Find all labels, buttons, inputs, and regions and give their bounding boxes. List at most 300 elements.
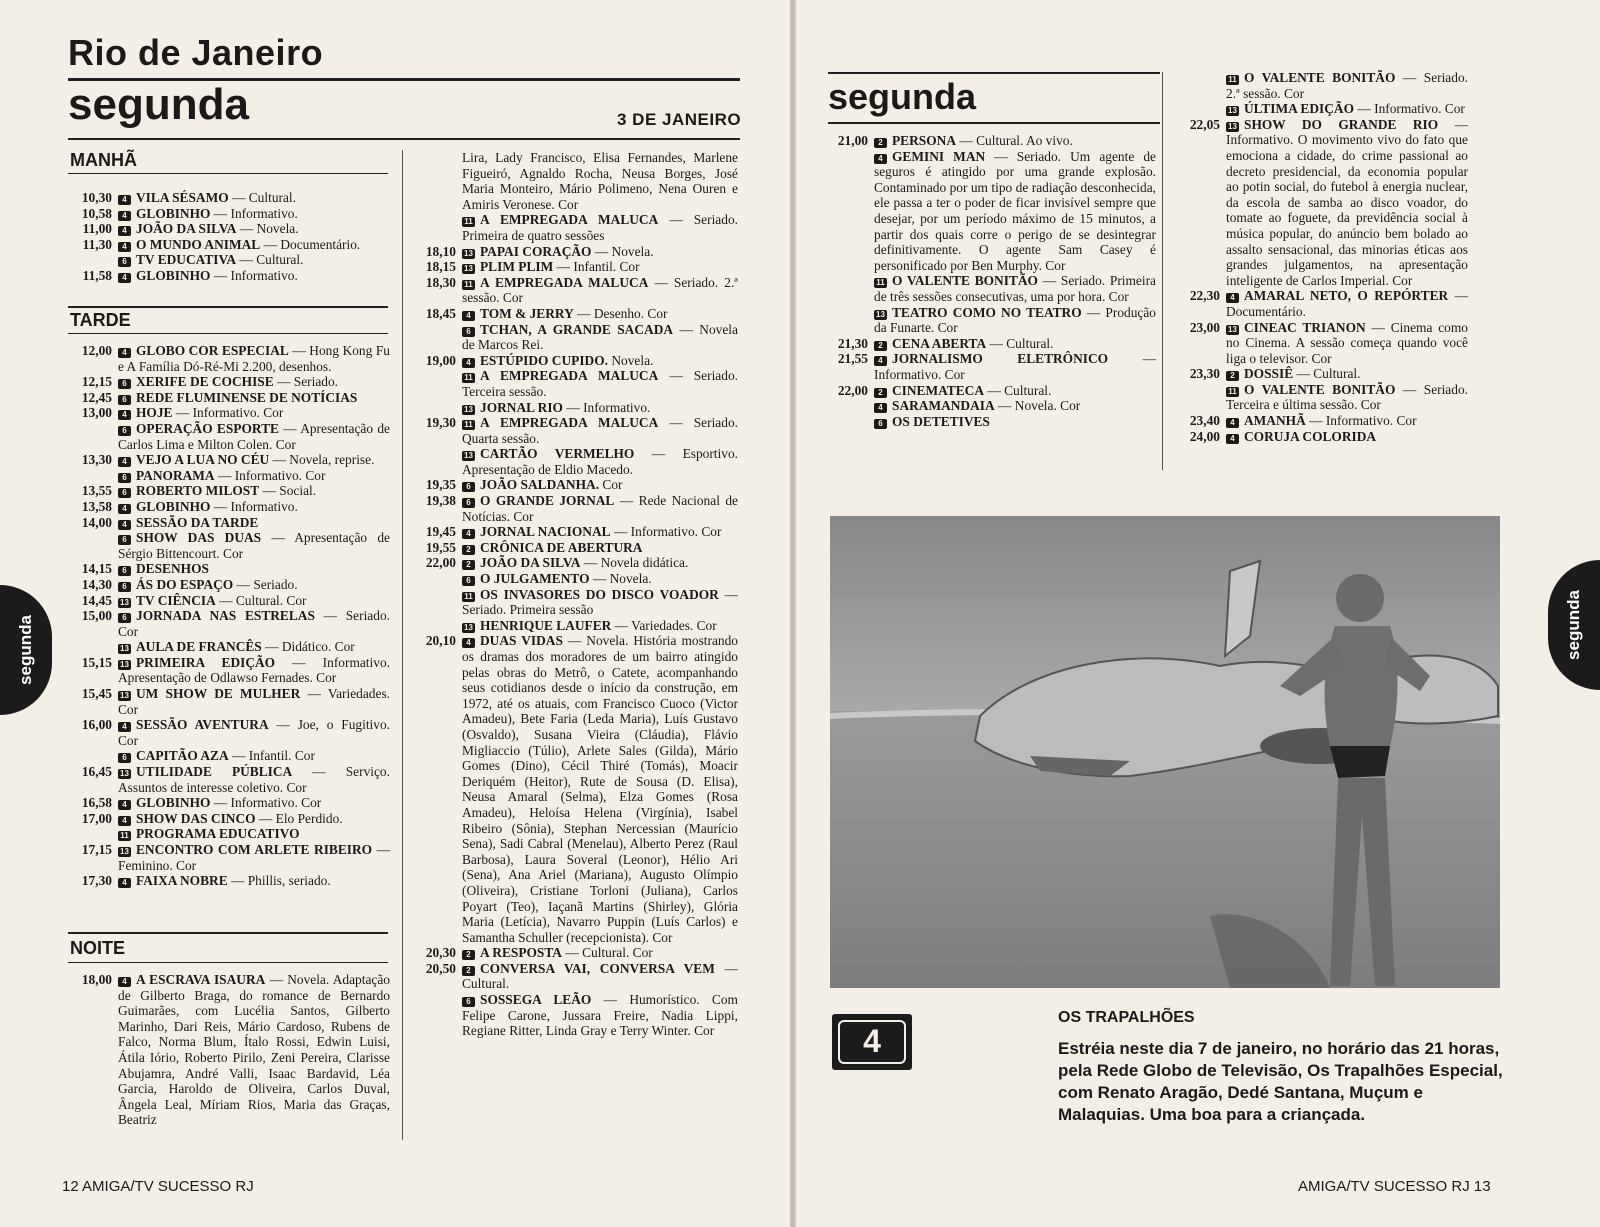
channel-icon: 13 [462,623,475,633]
program-title: TOM & JERRY [480,305,574,321]
listing-row [404,493,738,524]
program-details: — Cultural. [1296,366,1361,382]
listing-time: 19,00 [425,352,456,368]
channel-icon: 6 [118,395,131,405]
listing-time: 12,15 [81,374,112,390]
program-title: CENA ABERTA [892,335,987,351]
listing-time: 19,35 [425,477,456,493]
channel-icon: 13 [118,769,131,779]
program-title: GLOBINHO [136,498,211,514]
listing-time: 15,00 [81,608,112,624]
program-details: — Humorístico. Com Felipe Carone, Jussara Freire, Nadia Lippi, Regiane Ritter, Linda Gray e Terry Winter. Cor [462,992,738,1039]
program-title: SARAMANDAIA [892,398,995,414]
listing-row [404,275,738,306]
listing-row [816,305,1156,336]
day-tab-left: segunda [0,585,52,715]
channel-icon: 4 [1226,434,1239,444]
listing-time [404,587,462,618]
section-rule [68,333,388,334]
program-title: VEJO A LUA NO CÉU [136,452,270,468]
section-rule [68,932,388,934]
program-details: — Esportivo. Apresentação de Eldio Macedo. [462,446,738,477]
program-title: SHOW DAS DUAS [136,530,262,546]
listing-text [462,587,738,618]
channel-icon: 6 [462,327,475,337]
program-title: PAPAI CORAÇÃO [480,243,592,259]
listing-text [462,275,738,306]
channel-icon: 2 [1226,371,1239,381]
channel-icon: 2 [874,341,887,351]
listing-row [404,961,738,992]
listing-text [874,133,1156,149]
program-title: CRÔNICA DE ABERTURA [480,539,643,555]
listing-text [1226,117,1468,289]
listing-time: 17,15 [81,842,112,857]
program-details: — Novela. Cor [998,398,1081,414]
listing-time: 14,15 [81,561,112,577]
listing-time [60,468,118,484]
channel-icon: 4 [118,226,131,236]
listing-text [118,237,390,253]
listing-text [118,252,390,268]
channel-icon: 4 [462,311,475,321]
header-rule-bottom [828,122,1160,124]
program-details: — Cultural. [989,335,1054,351]
photo-illustration [830,516,1500,988]
program-title: VILA SÉSAMO [136,190,229,205]
listing-text [118,577,390,593]
program-details: — Seriado. Terceira e última sessão. Cor [1226,381,1468,413]
listing-time: 17,30 [81,873,112,889]
listing-text [462,306,738,322]
listing-text [118,405,390,421]
listing-text [874,398,1156,414]
program-details: — Cinema como no Cinema. A sessão começa quando você liga o televisor. Cor [1226,319,1468,366]
listing-row [60,655,390,686]
channel-icon: 4 [118,722,131,732]
listing-time: 23,00 [1189,319,1220,335]
feature-photo [830,516,1500,988]
listing-time: 22,00 [425,555,456,571]
listing-row [404,945,738,961]
listing-text [118,717,390,748]
listing-row [60,190,390,206]
listing-time: 16,45 [81,764,112,780]
channel-icon: 4 [118,800,131,810]
listing-text [462,524,738,540]
listing-row [404,587,738,618]
listing-text [1226,413,1468,429]
program-details: — Novela. Adaptação de Gilberto Braga, do romance de Bernardo Guimarães, com Lucélia Santos, Gilberto Marinho, Dari Reis, Mário Cardoso, Rubens de Falco, Norma Blum, Ítalo Rossi, Edwin Luisi, Átila Iório, Roberto Pirilo, Zeni Pereira, Clarisse Abujamra, André Valli, Isaac Bardavid, Léa Garcia, Haroldo de Oliveira, Carlos Duval, Ângela Leal, Míriam Rios, Maria das Graças, Beatriz [118,972,390,1128]
program-title: CONVERSA VAI, CONVERSA VEM [480,960,715,976]
listing-text [874,149,1156,274]
channel-icon: 6 [118,257,131,267]
listing-text [118,795,390,811]
listing-time: 11,30 [82,236,112,252]
program-title: GLOBO COR ESPECIAL [136,343,289,358]
listing-row [60,252,390,268]
section-rule [68,306,388,308]
channel-icon: 6 [118,613,131,623]
channel-icon: 6 [118,535,131,545]
listing-row [60,826,390,842]
listing-time: 11,00 [82,221,112,237]
program-title: ESTÚPIDO CUPIDO. [480,352,608,368]
program-title: HENRIQUE LAUFER [480,617,612,633]
channel-icon: 6 [118,473,131,483]
listing-text [462,945,738,961]
listing-time [60,639,118,655]
channel-icon: 13 [118,660,131,670]
listing-time: 18,30 [425,274,456,290]
program-title: DUAS VIDAS [480,633,563,649]
program-title: HOJE [136,405,173,421]
listing-text [462,961,738,992]
program-details: — Informativo. O movimento vivo do fato que emociona a cidade, do crime passional ao decreto presidencial, da economia popular ao potin social, do futebol à energia nuclear, da escola de samba ao disco voador, do tomate ao foguete, da previdência social à música popular, do anúncio bem bolado ao assalto sensacional, das minorias éticas aos grandes julgamentos, na apresentação inteligente de Carlos Imperial. Cor [1226,116,1468,288]
channel-icon: 13 [462,451,475,461]
listing-time: 21,00 [837,133,868,148]
date-heading: 3 DE JANEIRO [617,110,742,129]
channel-icon: 2 [462,560,475,570]
channel-icon: 6 [118,566,131,576]
program-details: — Variedades. Cor [614,617,717,633]
program-details: — Informativo. Cor [217,467,326,483]
listing-text [118,206,390,222]
program-title: PLIM PLIM [480,259,554,275]
channel-icon: 4 [118,878,131,888]
channel-icon: 6 [462,498,475,508]
program-details: — Novela. [594,243,654,259]
schedule-noite [60,972,390,1128]
program-title: PRIMEIRA EDIÇÃO [136,654,276,670]
program-details: — Variedades. Cor [118,686,390,717]
program-details: — Elo Perdido. [258,810,343,826]
listing-time: 17,00 [81,810,112,826]
channel-icon: 13 [462,264,475,274]
listing-row [60,748,390,764]
channel-icon: 6 [118,426,131,436]
program-details: — Joe, o Fugitivo. Cor [118,717,390,748]
listing-time: 20,50 [425,960,456,976]
listing-text [462,259,738,275]
channel-icon: 11 [462,280,475,290]
listing-text [462,992,738,1039]
listing-row [404,353,738,369]
program-details: — Phillis, seriado. [231,873,331,889]
listing-time: 19,45 [425,524,456,540]
channel-icon: 11 [462,373,475,383]
listing-text [874,336,1156,352]
schedule-right-col-2 [1168,70,1468,444]
listing-row [60,593,390,609]
listing-time [404,322,462,353]
listing-time [816,414,874,430]
listing-time: 12,00 [81,343,112,358]
program-title: AMARAL NETO, O REPÓRTER [1244,288,1449,304]
listing-time: 11,58 [82,267,112,283]
listing-text [118,452,390,468]
listing-time [1168,101,1226,117]
listing-time: 19,38 [425,493,456,509]
listing-row [60,221,390,237]
program-title: ROBERTO MILOST [136,483,260,499]
channel-icon: 13 [118,847,131,857]
program-title: ÁS DO ESPAÇO [136,576,234,592]
listing-time [60,826,118,842]
listing-time: 20,10 [425,633,456,649]
channel-icon: 2 [462,545,475,555]
listing-time [404,992,462,1039]
program-title: DESENHOS [136,561,209,577]
program-details: — Seriado. Cor [118,608,390,639]
listing-row [60,499,390,515]
listing-time: 22,00 [837,382,868,398]
channel-icon: 6 [118,379,131,389]
listing-text [118,639,390,655]
listing-row [404,571,738,587]
listing-time: 18,15 [425,259,456,275]
listing-time: 10,30 [81,190,112,205]
program-title: TEATRO COMO NO TEATRO [892,304,1082,320]
section-noite: NOITE [70,938,126,958]
program-title: A EMPREGADA MALUCA [480,415,659,431]
program-details: — Seriado. Primeira sessão [462,586,738,618]
program-title: TV EDUCATIVA [136,252,237,268]
channel-icon: 4 [118,195,131,205]
listing-time [60,530,118,561]
program-title: OS INVASORES DO DISCO VOADOR [480,586,719,602]
channel-icon: 6 [462,576,475,586]
listing-row [404,306,738,322]
program-title: UTILIDADE PÚBLICA [136,764,293,780]
listing-time: 10,58 [81,205,112,221]
channel-icon: 4 [118,242,131,252]
listing-row [1168,413,1468,429]
channel-icon: 4 [1226,418,1239,428]
program-title: JOÃO SALDANHA. [480,477,600,493]
program-details: — Infantil. Cor [232,748,315,764]
program-details: — Seriado. 2.ª sessão. Cor [1226,70,1468,101]
listing-time: 14,00 [81,514,112,530]
listing-row [816,398,1156,414]
channel-icon: 11 [1226,75,1239,85]
program-title: SHOW DO GRANDE RIO [1244,116,1439,132]
program-details: — Informativo. [213,205,298,221]
program-details: — Novela. [239,221,299,237]
listing-row [60,452,390,468]
program-title: PROGRAMA EDUCATIVO [136,826,300,842]
program-title: JORNAL NACIONAL [480,524,611,540]
listing-row [404,540,738,556]
program-details: — Serviço. Assuntos de interesse coletivo. Cor [118,764,390,795]
listing-text [118,499,390,515]
program-details: — Hong Kong Fu e A Família Dó-Ré-Mi 2.200, desenhos. [118,343,390,374]
listing-text [118,972,390,1128]
program-details: — Novela de Marcos Rei. [462,321,738,353]
right-page [796,0,1600,1227]
program-title: SESSÃO DA TARDE [136,514,259,530]
channel-icon: 2 [874,138,887,148]
listing-text [118,190,390,206]
listing-text [118,468,390,484]
listing-time [404,212,462,243]
listing-row [404,415,738,446]
listing-text [462,244,738,260]
feature-title: OS TRAPALHÕES [1058,1009,1195,1026]
program-details: — Seriado. Primeira de quatro sessões [462,212,738,243]
listing-text [462,618,738,634]
program-details: — Informativo. [566,399,651,415]
listing-time: 23,30 [1189,366,1220,382]
page-footer-left: 12 AMIGA/TV SUCESSO RJ [62,1178,254,1195]
program-details: — Desenho. Cor [577,305,668,321]
section-rule [68,962,388,963]
listing-time: 13,30 [81,452,112,468]
program-details: Lira, Lady Francisco, Elisa Fernandes, Marlene Figueiró, Agnaldo Rocha, Neusa Borges, José Maria Monteiro, Mário Polimeno, Nena Ouren e Amiris Veronese. Cor [462,150,738,212]
feature-body: Estréia neste dia 7 de janeiro, no horário das 21 horas, pela Rede Globo de Televisão, Os Trapalhões Especial, com Renato Aragão, Dedé Santana, Muçum e Malaquias. Uma boa para a criançada. [1058,1039,1503,1124]
listing-text [1226,382,1468,413]
program-details: — Cultural. [987,382,1052,398]
listing-time [60,421,118,452]
listing-text [874,414,1156,430]
channel-icon: 4 [118,504,131,514]
listing-text [462,540,738,556]
channel-icon: 13 [874,310,887,320]
schedule-right-col-1 [816,133,1156,429]
program-details: — Seriado. Terceira sessão. [462,368,738,399]
listing-row [60,608,390,639]
listing-text [462,322,738,353]
listing-row [60,577,390,593]
channel-icon: 13 [118,644,131,654]
listing-row [60,811,390,827]
program-title: GLOBINHO [136,795,211,811]
channel-icon: 13 [118,691,131,701]
listing-time: 13,00 [81,405,112,421]
listing-row [404,400,738,416]
listing-row [404,477,738,493]
program-title: CORUJA COLORIDA [1244,428,1377,444]
listing-text [462,571,738,587]
program-title: OPERAÇÃO ESPORTE [136,420,279,436]
listing-row [60,206,390,222]
channel-icon: 6 [462,482,475,492]
channel-icon: 13 [462,405,475,415]
listing-text [1226,101,1468,117]
program-details: Novela. [611,352,654,368]
listing-time [816,149,874,274]
listing-text [462,446,738,477]
listing-text [874,273,1156,304]
channel-icon: 11 [1226,387,1239,397]
listing-time: 22,30 [1189,288,1220,304]
listing-time [404,368,462,399]
listing-time: 22,05 [1189,116,1220,132]
listing-row [60,515,390,531]
listing-text [1226,70,1468,101]
listing-text [118,748,390,764]
listing-text [462,555,738,571]
channel-icon: 2 [462,966,475,976]
program-title: OS DETETIVES [892,413,990,429]
channel-icon: 4 [118,273,131,283]
listing-row [404,446,738,477]
program-details: — Informativo. Cor [213,795,322,811]
listing-text [118,593,390,609]
listing-text [1226,320,1468,367]
program-title: GLOBINHO [136,267,211,283]
program-details: — Cultural. Cor [219,592,307,608]
program-details: — Apresentação de Carlos Lima e Milton Colen. Cor [118,420,390,452]
listing-text [118,343,390,374]
channel-icon: 6 [462,997,475,1007]
program-title: DOSSIÊ [1244,366,1294,382]
program-title: JORNALISMO ELETRÔNICO [892,351,1109,367]
program-details: Cor [602,477,623,493]
listing-text [462,400,738,416]
listing-row [60,268,390,284]
listing-row [1168,70,1468,101]
program-details: — Informativo. [213,267,298,283]
channel-icon: 4 [118,410,131,420]
listing-text [1226,288,1468,319]
listing-row [404,244,738,260]
listing-text [462,368,738,399]
program-details: — Didático. Cor [265,639,355,655]
program-details: — Seriado. Um agente de seguros é atingido por uma grande explosão. Contaminado por um tipo de radiação desconhecida, ele passa a ter o poder de ficar invisível sempre que desejar, por um período máximo de 15 minutos, a partir dos quais corre o perigo de se desintegrar definitivamente. O agente Sam Casey é personificado por Ben Murphy. Cor [874,148,1157,273]
program-title: ENCONTRO COM ARLETE RIBEIRO [136,842,373,857]
listing-text [462,477,738,493]
channel-icon: 13 [462,249,475,259]
listing-row [404,368,738,399]
listing-text [118,561,390,577]
channel-icon: 4 [118,816,131,826]
program-title: SOSSEGA LEÃO [480,992,592,1008]
listing-time [404,400,462,416]
program-title: AULA DE FRANCÊS [136,639,262,655]
column-divider [402,150,403,1140]
program-details: — Rede Nacional de Notícias. Cor [462,493,738,524]
listing-time: 15,15 [81,654,112,670]
listing-text [118,608,390,639]
listing-row [404,212,738,243]
channel-icon: 6 [118,488,131,498]
listing-row [60,764,390,795]
channel-icon: 6 [118,582,131,592]
section-manha: MANHÃ [70,150,137,170]
program-details: — Informativo. Cor [613,524,722,540]
program-title: TV CIÊNCIA [136,592,216,608]
listing-row [60,639,390,655]
day-heading-right: segunda [828,76,977,117]
listing-time: 21,55 [837,351,868,367]
listing-row [816,336,1156,352]
listing-time: 16,58 [81,795,112,811]
program-details: — Produção da Funarte. Cor [874,304,1156,336]
program-details: — Novela. [592,571,652,587]
program-title: CINEAC TRIANON [1244,319,1366,335]
section-rule [68,173,388,174]
listing-row [816,149,1156,274]
listing-row [60,972,390,1128]
listing-time [1168,382,1226,413]
channel-icon: 11 [462,217,475,227]
listing-row [1168,366,1468,382]
program-details: — Informativo. Cor [1309,413,1417,429]
listing-row [60,374,390,390]
listing-row [404,150,738,212]
day-heading: segunda [68,80,249,129]
